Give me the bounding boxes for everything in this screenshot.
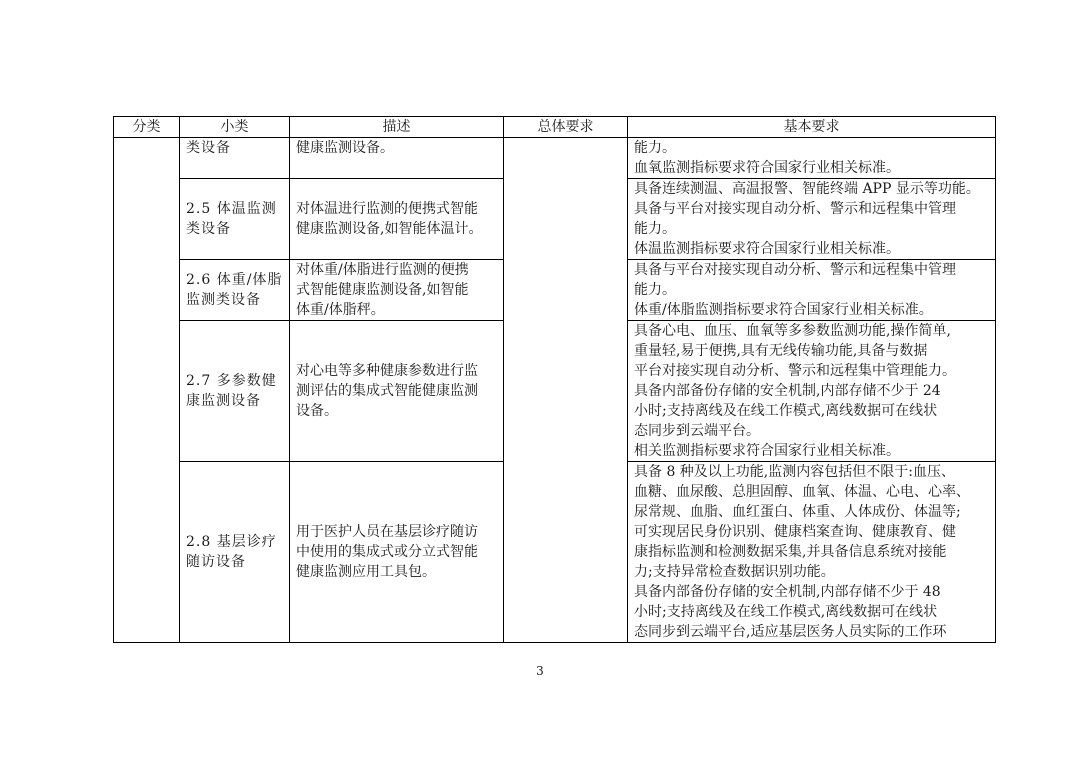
description-cell: 对心电等多种健康参数进行监 测评估的集成式智能健康监测 设备。 [290,321,504,462]
subcategory-cell: 2.5 体温监测 类设备 [180,179,290,260]
category-cell [114,138,180,643]
header-overall-requirements: 总体要求 [504,117,628,138]
subcategory-cell: 类设备 [180,138,290,179]
requirements-table [113,116,996,643]
basic-requirements-cell: 具备连续测温、高温报警、智能终端 APP 显示等功能。 具备与平台对接实现自动分析、警示和远程集中管理 能力。 体温监测指标要求符合国家行业相关标准。 [628,179,996,260]
description-cell: 健康监测设备。 [290,138,504,179]
overall-requirements-cell [504,138,628,643]
basic-requirements-cell: 具备心电、血压、血氧等多参数监测功能,操作简单, 重量轻,易于便携,具有无线传输功能,具备与数据 平台对接实现自动分析、警示和远程集中管理能力。 具备内部备份存储的安全机制,内部存储不少于 24 小时;支持离线及在线工作模式,离线数据可在线状 态同步到云端平台。 相关监测指标要求符合国家行业相关标准。 [628,321,996,462]
basic-requirements-cell: 具备与平台对接实现自动分析、警示和远程集中管理 能力。 体重/体脂监测指标要求符合国家行业相关标准。 [628,260,996,321]
table-header-row [114,117,996,138]
header-category: 分类 [114,117,180,138]
header-subcategory: 小类 [180,117,290,138]
page-number: 3 [536,664,544,678]
header-basic-requirements: 基本要求 [628,117,996,138]
subcategory-cell: 2.6 体重/体脂 监测类设备 [180,260,290,321]
description-cell: 对体温进行监测的便携式智能 健康监测设备,如智能体温计。 [290,179,504,260]
header-description: 描述 [290,117,504,138]
description-cell: 对体重/体脂进行监测的便携 式智能健康监测设备,如智能 体重/体脂秤。 [290,260,504,321]
basic-requirements-cell: 具备 8 种及以上功能,监测内容包括但不限于:血压、 血糖、血尿酸、总胆固醇、血氧、体温、心电、心率、 尿常规、血脂、血红蛋白、体重、人体成份、体温等; 可实现居民身份识别、健康档案查询、健康教育、健 康指标监测和检测数据采集,并具备信息系统对接能 力;支持异常检查数据识别功能。 具备内部备份存储的安全机制,内部存储不少于 48 小时;支持离线及在线工作模式,离线数据可在线状 态同步到云端平台,适应基层医务人员实际的工作环 [628,462,996,643]
subcategory-cell: 2.8 基层诊疗 随访设备 [180,462,290,643]
basic-requirements-cell: 能力。 血氧监测指标要求符合国家行业相关标准。 [628,138,996,179]
table-row [114,138,996,179]
description-cell: 用于医护人员在基层诊疗随访 中使用的集成式或分立式智能 健康监测应用工具包。 [290,462,504,643]
subcategory-cell: 2.7 多参数健 康监测设备 [180,321,290,462]
